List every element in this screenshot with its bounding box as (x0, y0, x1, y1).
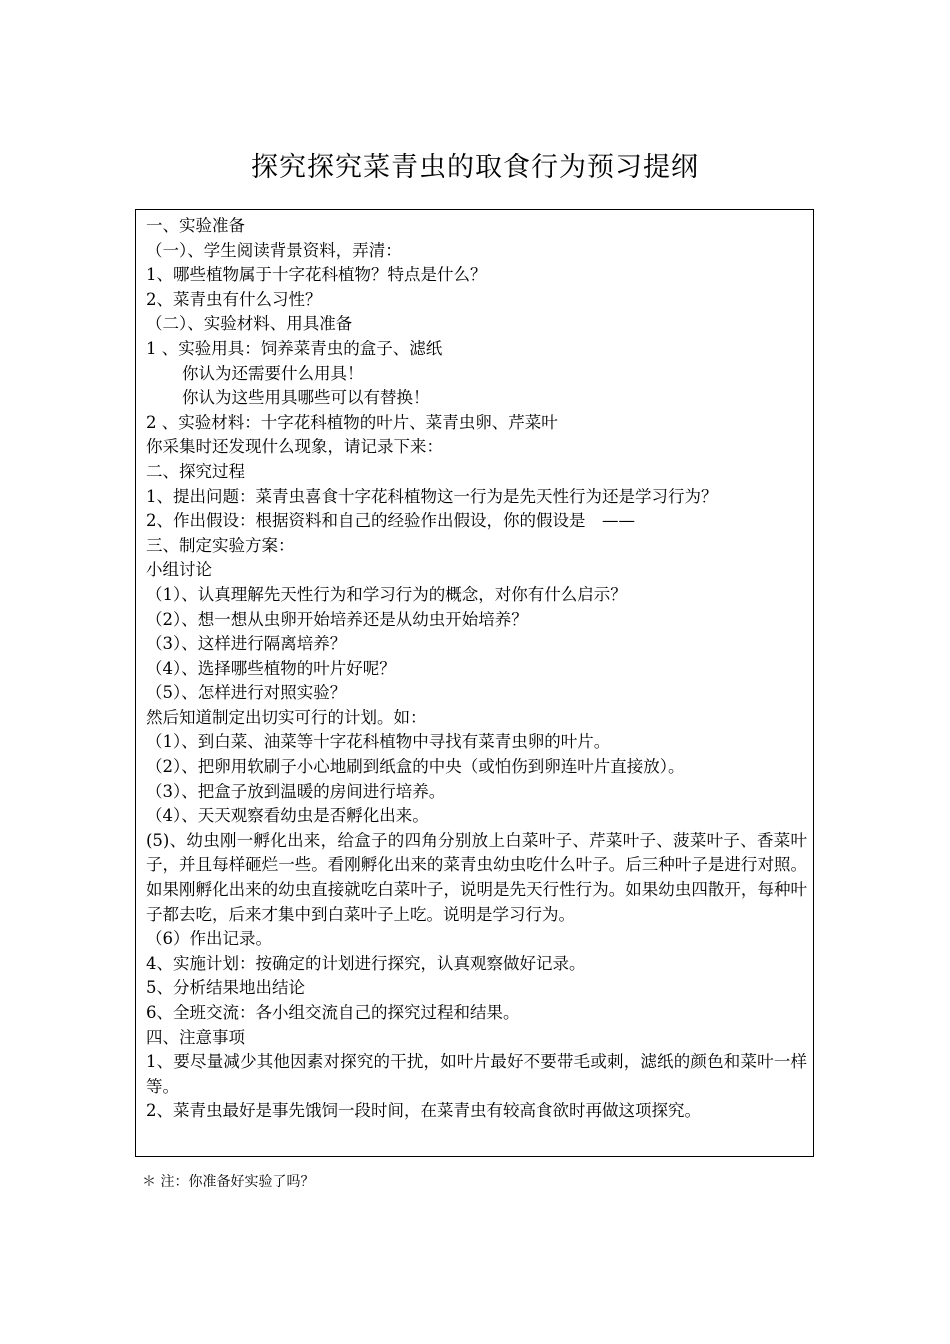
outline-box (135, 209, 814, 1157)
discussion-item: （1）、认真理解先天性行为和学习行为的概念，对你有什么启示？ (146, 584, 627, 604)
question-line: 你认为这些用具哪些可以有替换！ (182, 388, 430, 408)
plan-item: （3）、把盒子放到温暖的房间进行培养。 (146, 781, 446, 801)
plan-item-paragraph: (5)、幼虫刚一孵化出来，给盒子的四角分别放上白菜叶子、芹菜叶子、菠菜叶子、香菜叶子，并且每样砸烂一些。看刚孵化出来的菜青虫幼虫吃什么叶子。后三种叶子是进行对照。如果刚孵化出来的幼虫直接就吃白菜叶子，说明是先天行性行为。如果幼虫四散开，每种叶子都去吃，后来才集中到白菜叶子上吃。说明是学习行为。 (146, 830, 807, 924)
plan-item: （2）、把卵用软刷子小心地刷到纸盒的中央（或怕伤到卵连叶片直接放）。 (146, 757, 685, 777)
section-heading: 三、制定实验方案： (146, 535, 295, 555)
discussion-item: （4）、选择哪些植物的叶片好呢？ (146, 658, 396, 678)
discussion-item: （2）、想一想从虫卵开始培养还是从幼虫开始培养？ (146, 609, 528, 629)
note-paragraph: 1、要尽量减少其他因素对探究的干扰，如叶片最好不要带毛或刺，滤纸的颜色和菜叶一样等。 (146, 1052, 807, 1096)
step-line: 6、全班交流：各小组交流自己的探究过程和结果。 (146, 1003, 520, 1022)
subsection-heading: （一）、学生阅读背景资料，弄清： (146, 240, 402, 260)
discussion-item: （3）、这样进行隔离培养？ (146, 634, 347, 654)
question-line: 你采集时还发现什么现象，请记录下来： (146, 437, 443, 457)
plan-item: （4）、天天观察看幼虫是否孵化出来。 (146, 806, 429, 826)
question-line: 2、菜青虫有什么习性？ (146, 289, 322, 309)
step-line: 4、实施计划：按确定的计划进行探究，认真观察做好记录。 (146, 953, 586, 973)
section-heading: 四、注意事项 (146, 1027, 245, 1047)
page-title: 探究探究菜青虫的取食行为预习提纲 (251, 152, 699, 183)
note-line: 2、菜青虫最好是事先饿饲一段时间，在菜青虫有较高食欲时再做这项探究。 (146, 1101, 701, 1121)
discussion-item: （5）、怎样进行对照实验？ (146, 683, 347, 703)
step-line: 5、分析结果地出结论 (146, 978, 305, 998)
footnote: ＊ 注：你准备好实验了吗？ (142, 1174, 315, 1190)
plan-item: （6）作出记录。 (146, 929, 272, 949)
plan-intro: 然后知道制定出切实可行的计划。如： (146, 707, 427, 727)
materials-line: 1 、实验用具：饲养菜青虫的盒子、滤纸 (146, 338, 443, 358)
step-line: 2、作出假设：根据资料和自己的经验作出假设，你的假设是 —— (146, 511, 635, 531)
step-line: 1、提出问题：菜青虫喜食十字花科植物这一行为是先天性行为还是学习行为？ (146, 486, 718, 506)
question-line: 你认为还需要什么用具！ (182, 363, 364, 383)
section-heading: 二、探究过程 (146, 461, 245, 481)
plan-item: （1）、到白菜、油菜等十字花科植物中寻找有菜青虫卵的叶片。 (146, 732, 611, 752)
discussion-heading: 小组讨论 (146, 560, 212, 580)
section-heading: 一、实验准备 (146, 216, 245, 235)
question-line: 1、哪些植物属于十字花科植物？特点是什么？ (146, 265, 487, 285)
materials-line: 2 、实验材料：十字花科植物的叶片、菜青虫卵、芹菜叶 (146, 412, 558, 432)
subsection-heading: （二）、实验材料、用具准备 (146, 314, 353, 334)
